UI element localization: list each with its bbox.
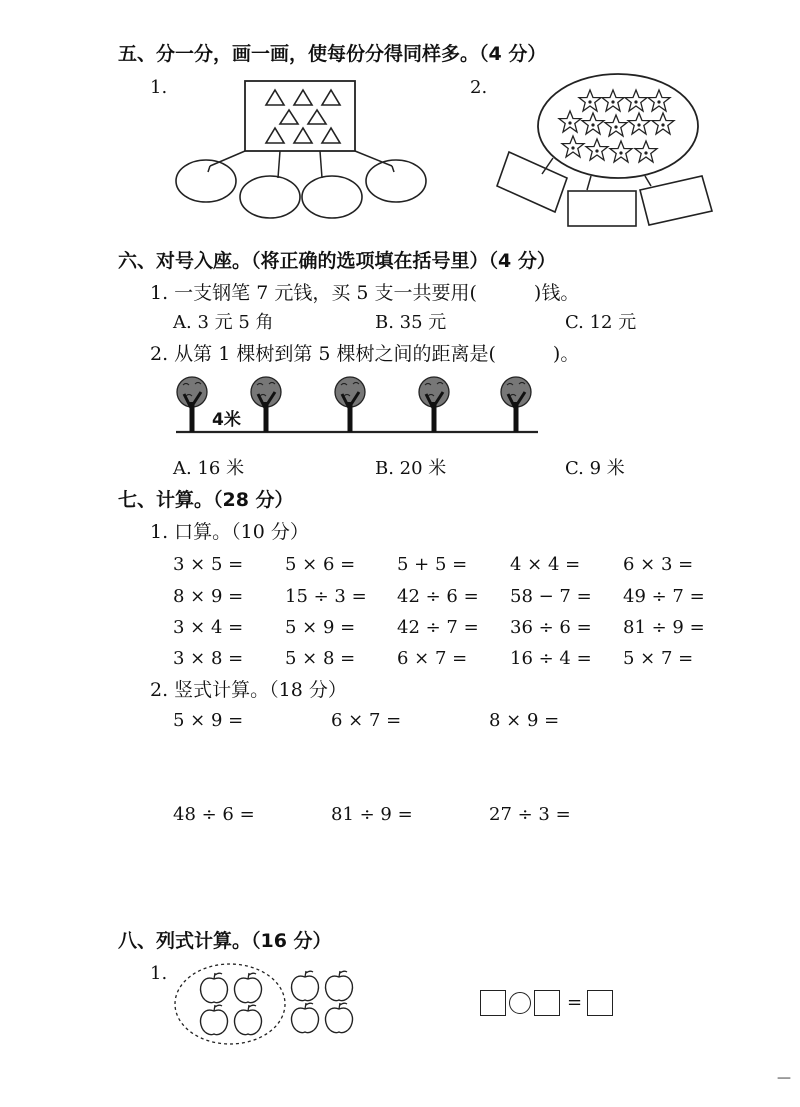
apple-icons [201,971,353,1035]
triangles-division-figure [170,78,430,223]
oral-item: 81 ÷ 9 = [623,617,705,638]
q2-option-b[interactable]: B. 20 米 [375,458,447,479]
dashed-circle-group [175,964,285,1044]
section6-question-2: 2. 从第 1 棵树到第 5 棵树之间的距离是( )。 [150,343,580,365]
oral-item: 36 ÷ 6 = [510,617,592,638]
vertical-item: 6 × 7 = [331,710,402,731]
tree-icon [251,377,281,432]
section5-q2-number: 2. [470,77,488,98]
oral-calc-title: 1. 口算。（10 分） [150,521,309,543]
oral-item: 3 × 4 = [173,617,244,638]
oral-item: 42 ÷ 7 = [397,617,479,638]
section7-heading: 七、计算。（28 分） [118,489,294,511]
oral-item: 5 × 6 = [285,554,356,575]
section6-question-1: 1. 一支钢笔 7 元钱，买 5 支一共要用( )钱。 [150,282,580,304]
stars-division-figure [495,68,725,230]
answer-box-1[interactable] [480,990,506,1016]
oral-item: 5 × 9 = [285,617,356,638]
answer-box-2[interactable] [534,990,560,1016]
vertical-item: 27 ÷ 3 = [489,804,571,825]
q2-option-a[interactable]: A. 16 米 [173,458,245,479]
oral-item: 49 ÷ 7 = [623,586,705,607]
oral-item: 5 × 8 = [285,648,356,669]
oral-item: 6 × 7 = [397,648,468,669]
plate-ovals [176,160,426,218]
oral-item: 6 × 3 = [623,554,694,575]
oral-item: 4 × 4 = [510,554,581,575]
operator-circle[interactable] [509,992,531,1014]
tree-icon [501,377,531,432]
q2-option-c[interactable]: C. 9 米 [565,458,625,479]
tree-distance-label: 4米 [212,410,241,430]
section8-heading: 八、列式计算。（16 分） [118,930,332,952]
oral-item: 3 × 8 = [173,648,244,669]
section5-heading: 五、分一分，画一画，使每份分得同样多。（4 分） [118,43,547,65]
vertical-calc-title: 2. 竖式计算。（18 分） [150,679,347,701]
oral-item: 8 × 9 = [173,586,244,607]
oral-item: 5 + 5 = [397,554,468,575]
triangle-icons [266,90,340,143]
q1-option-b[interactable]: B. 35 元 [375,312,447,333]
oral-item: 15 ÷ 3 = [285,586,367,607]
vertical-item: 5 × 9 = [173,710,244,731]
vertical-item: 48 ÷ 6 = [173,804,255,825]
equals-sign: = [567,992,583,1013]
star-icons [559,90,674,162]
vertical-item: 81 ÷ 9 = [331,804,413,825]
section5-q1-number: 1. [150,77,168,98]
answer-boxes [497,152,712,226]
tree-icon [177,377,207,432]
section8-q1-number: 1. [150,963,168,984]
q1-option-a[interactable]: A. 3 元 5 角 [173,312,274,333]
oral-item: 5 × 7 = [623,648,694,669]
oral-item: 42 ÷ 6 = [397,586,479,607]
oral-item: 58 − 7 = [510,586,592,607]
q1-option-c[interactable]: C. 12 元 [565,312,637,333]
oral-item: 3 × 5 = [173,554,244,575]
oral-item: 16 ÷ 4 = [510,648,592,669]
vertical-item: 8 × 9 = [489,710,560,731]
page-mark: — [777,1070,791,1086]
answer-box-result[interactable] [587,990,613,1016]
section6-heading: 六、对号入座。（将正确的选项填在括号里）（4 分） [118,250,556,272]
apples-figure [172,962,372,1052]
tree-icon [335,377,365,432]
tree-icon [419,377,449,432]
